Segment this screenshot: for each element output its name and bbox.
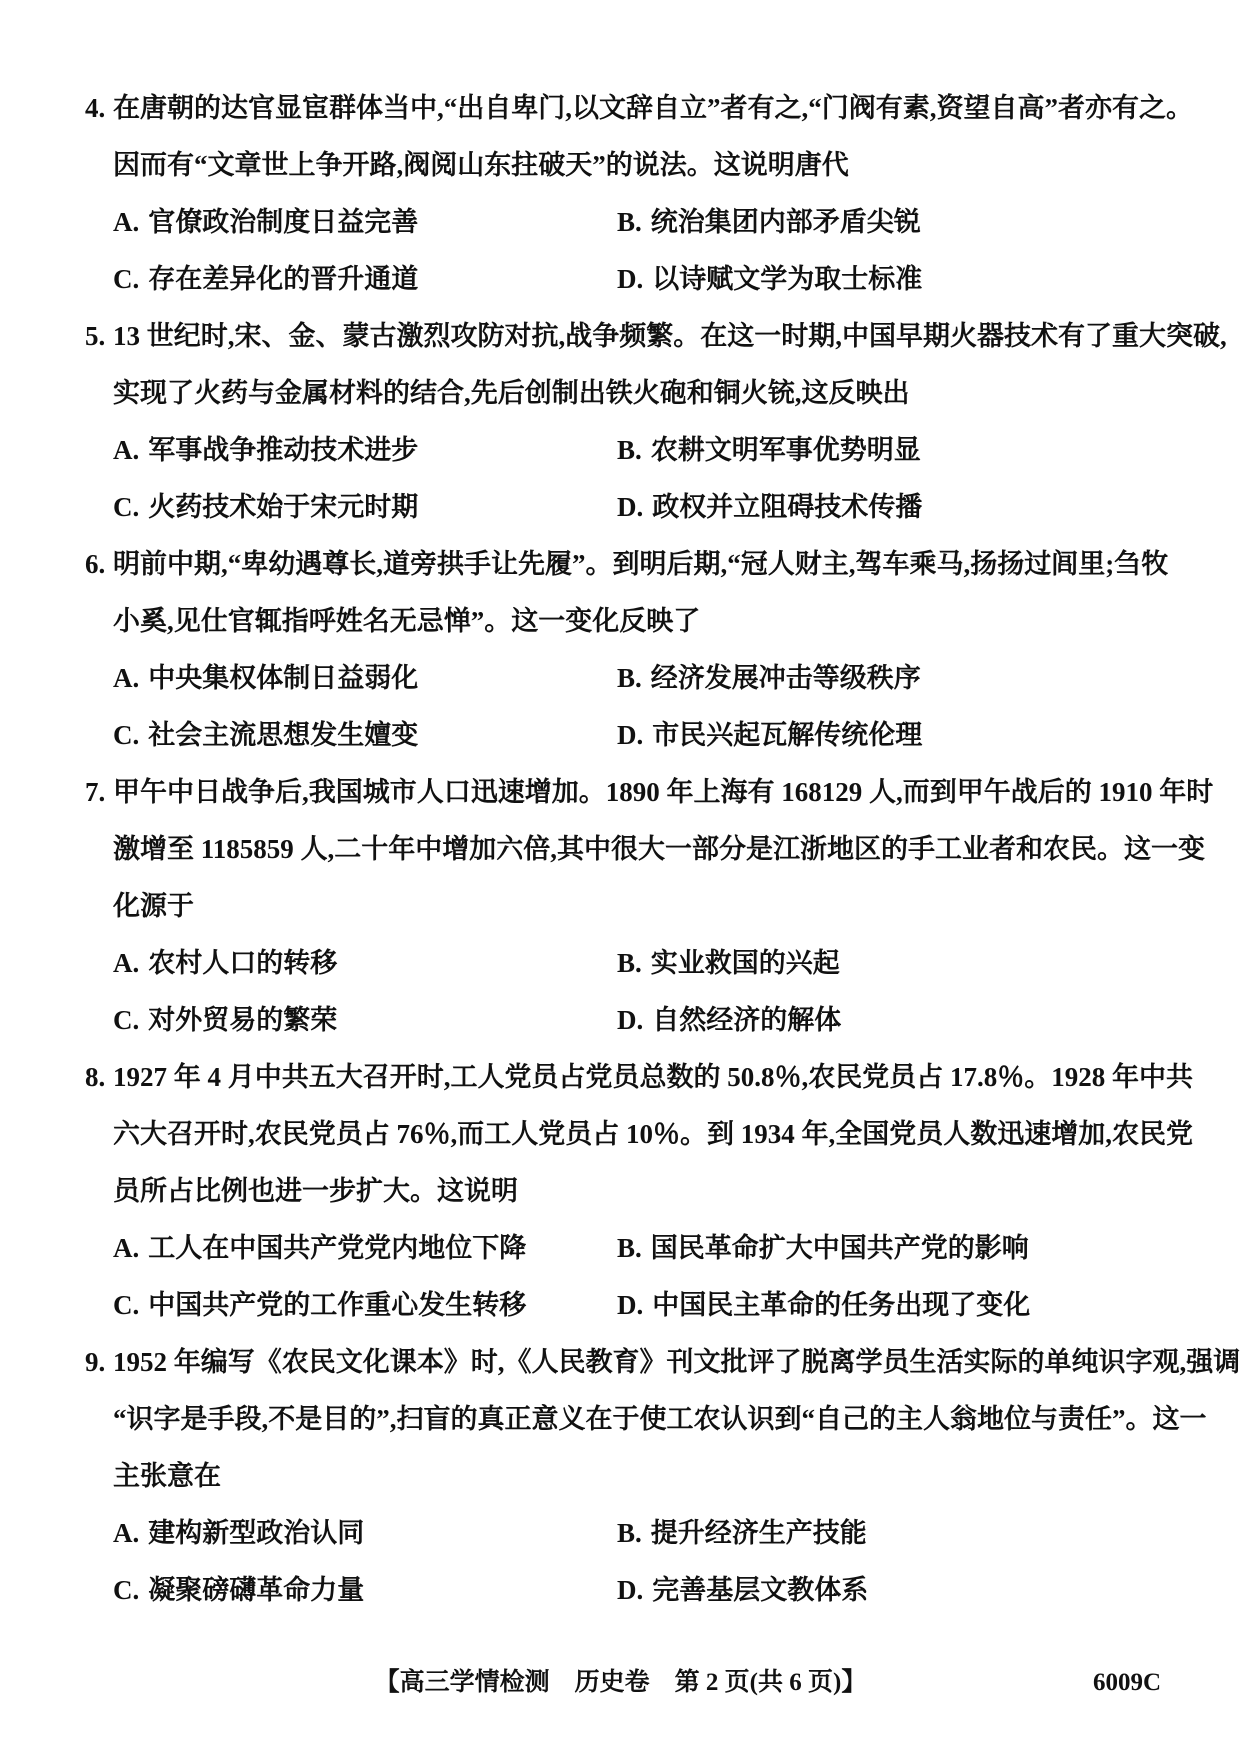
option-label: C.	[113, 264, 140, 294]
option-text: 提升经济生产技能	[650, 1518, 867, 1548]
question-5-stem-line-1	[85, 308, 1227, 365]
question-4-option-a	[113, 194, 617, 251]
question-8	[85, 1049, 1193, 1334]
question-4-option-b	[617, 194, 1158, 251]
question-7-options	[113, 935, 1158, 1049]
question-8-option-b	[617, 1220, 1158, 1277]
question-8-stem-text: 1927 年 4 月中共五大召开时,工人党员占党员总数的 50.8％,农民党员占 17.8％。1928 年中共	[113, 1062, 1193, 1092]
question-8-stem-line-3: 员所占比例也进一步扩大。这说明	[113, 1176, 518, 1206]
option-label: D.	[617, 1005, 644, 1035]
option-text: 工人在中国共产党党内地位下降	[148, 1233, 527, 1263]
option-label: D.	[617, 1575, 644, 1605]
option-text: 统治集团内部矛盾尖锐	[650, 207, 921, 237]
option-label: A.	[113, 207, 140, 237]
question-8-number: 8.	[85, 1062, 106, 1092]
question-5-number: 5.	[85, 321, 106, 351]
option-label: B.	[617, 435, 642, 465]
option-label: A.	[113, 1518, 140, 1548]
option-label: B.	[617, 1233, 642, 1263]
option-text: 官僚政治制度日益完善	[148, 207, 419, 237]
question-7-option-d	[617, 992, 1158, 1049]
question-6-option-b	[617, 650, 1158, 707]
question-6	[85, 536, 1169, 764]
option-text: 国民革命扩大中国共产党的影响	[650, 1233, 1029, 1263]
option-text: 经济发展冲击等级秩序	[650, 663, 921, 693]
question-4-number: 4.	[85, 93, 106, 123]
question-4-stem-line-1	[85, 80, 1193, 137]
question-5-option-c	[113, 479, 617, 536]
question-9-stem-line-1	[85, 1334, 1241, 1391]
option-text: 中国共产党的工作重心发生转移	[148, 1290, 527, 1320]
question-7-stem-text: 甲午中日战争后,我国城市人口迅速增加。1890 年上海有 168129 人,而到甲午战后的 1910 年时	[113, 777, 1214, 807]
question-7-stem-line-3: 化源于	[113, 891, 194, 921]
question-9-stem-line-2: “识字是手段,不是目的”,扫盲的真正意义在于使工农认识到“自己的主人翁地位与责任”。这一	[113, 1404, 1207, 1434]
question-7-stem-line-1	[85, 764, 1214, 821]
question-8-options	[113, 1220, 1158, 1334]
option-text: 自然经济的解体	[652, 1005, 842, 1035]
question-5-option-d	[617, 479, 1158, 536]
question-7-option-b	[617, 935, 1158, 992]
question-7-number: 7.	[85, 777, 106, 807]
question-8-stem-line-1	[85, 1049, 1193, 1106]
option-label: C.	[113, 720, 140, 750]
option-label: C.	[113, 1575, 140, 1605]
option-label: B.	[617, 948, 642, 978]
option-label: C.	[113, 492, 140, 522]
question-5	[85, 308, 1227, 536]
option-text: 存在差异化的晋升通道	[148, 264, 419, 294]
question-6-stem-line-2: 小奚,见仕官辄指呼姓名无忌惮”。这一变化反映了	[113, 606, 701, 636]
option-label: C.	[113, 1005, 140, 1035]
option-text: 建构新型政治认同	[148, 1518, 365, 1548]
option-text: 对外贸易的繁荣	[148, 1005, 338, 1035]
option-text: 火药技术始于宋元时期	[148, 492, 419, 522]
footer-paper-code: 6009C	[1092, 1669, 1161, 1696]
question-8-option-c	[113, 1277, 617, 1334]
option-label: D.	[617, 492, 644, 522]
question-9-option-c	[113, 1562, 617, 1619]
option-text: 军事战争推动技术进步	[148, 435, 419, 465]
question-9-option-a	[113, 1505, 617, 1562]
question-9-option-d	[617, 1562, 1158, 1619]
question-7-stem-line-2: 激增至 1185859 人,二十年中增加六倍,其中很大一部分是江浙地区的手工业者和农民。这一变	[113, 834, 1206, 864]
option-label: B.	[617, 207, 642, 237]
question-9-options	[113, 1505, 1158, 1619]
question-5-option-b	[617, 422, 1158, 479]
option-label: B.	[617, 1518, 642, 1548]
question-5-stem-line-2: 实现了火药与金属材料的结合,先后创制出铁火砲和铜火铳,这反映出	[113, 378, 910, 408]
question-6-option-d	[617, 707, 1158, 764]
questions-area	[85, 80, 1241, 1619]
option-label: C.	[113, 1290, 140, 1320]
question-4-option-d	[617, 251, 1158, 308]
question-8-option-d	[617, 1277, 1158, 1334]
question-7-option-a	[113, 935, 617, 992]
question-4-stem-line-2: 因而有“文章世上争开路,阀阅山东拄破天”的说法。这说明唐代	[113, 150, 849, 180]
question-7-option-c	[113, 992, 617, 1049]
option-text: 农村人口的转移	[148, 948, 338, 978]
option-label: D.	[617, 1290, 644, 1320]
option-label: A.	[113, 948, 140, 978]
question-5-option-a	[113, 422, 617, 479]
option-text: 市民兴起瓦解传统伦理	[652, 720, 923, 750]
option-text: 实业救国的兴起	[650, 948, 840, 978]
question-4-options	[113, 194, 1158, 308]
option-text: 以诗赋文学为取士标准	[652, 264, 923, 294]
option-label: B.	[617, 663, 642, 693]
question-8-option-a	[113, 1220, 617, 1277]
question-9-stem-text: 1952 年编写《农民文化课本》时,《人民教育》刊文批评了脱离学员生活实际的单纯识字观,强调	[113, 1347, 1241, 1377]
page-footer: 【高三学情检测 历史卷 第 2 页(共 6 页)】	[374, 1669, 867, 1696]
question-9	[85, 1334, 1241, 1619]
question-4-option-c	[113, 251, 617, 308]
question-5-stem-text: 13 世纪时,宋、金、蒙古激烈攻防对抗,战争频繁。在这一时期,中国早期火器技术有了重大突破,	[113, 321, 1227, 351]
option-label: A.	[113, 663, 140, 693]
question-6-options	[113, 650, 1158, 764]
question-6-option-c	[113, 707, 617, 764]
question-7	[85, 764, 1214, 1049]
question-4	[85, 80, 1193, 308]
question-9-option-b	[617, 1505, 1158, 1562]
option-text: 中央集权体制日益弱化	[148, 663, 419, 693]
question-6-option-a	[113, 650, 617, 707]
option-label: A.	[113, 435, 140, 465]
question-6-stem-text: 明前中期,“卑幼遇尊长,道旁拱手让先履”。到明后期,“冠人财主,驾车乘马,扬扬过闾里;刍牧	[113, 549, 1169, 579]
question-9-number: 9.	[85, 1347, 106, 1377]
question-6-number: 6.	[85, 549, 106, 579]
option-text: 政权并立阻碍技术传播	[652, 492, 923, 522]
option-label: A.	[113, 1233, 140, 1263]
option-text: 社会主流思想发生嬗变	[148, 720, 419, 750]
question-8-stem-line-2: 六大召开时,农民党员占 76％,而工人党员占 10％。到 1934 年,全国党员人数迅速增加,农民党	[113, 1119, 1193, 1149]
question-9-stem-line-3: 主张意在	[113, 1461, 221, 1491]
question-6-stem-line-1	[85, 536, 1169, 593]
option-text: 完善基层文教体系	[652, 1575, 869, 1605]
option-label: D.	[617, 720, 644, 750]
question-4-stem-text: 在唐朝的达官显宦群体当中,“出自卑门,以文辞自立”者有之,“门阀有素,资望自高”者亦有之。	[113, 93, 1193, 123]
option-text: 凝聚磅礴革命力量	[148, 1575, 365, 1605]
option-text: 中国民主革命的任务出现了变化	[652, 1290, 1031, 1320]
option-text: 农耕文明军事优势明显	[650, 435, 921, 465]
option-label: D.	[617, 264, 644, 294]
question-5-options	[113, 422, 1158, 536]
